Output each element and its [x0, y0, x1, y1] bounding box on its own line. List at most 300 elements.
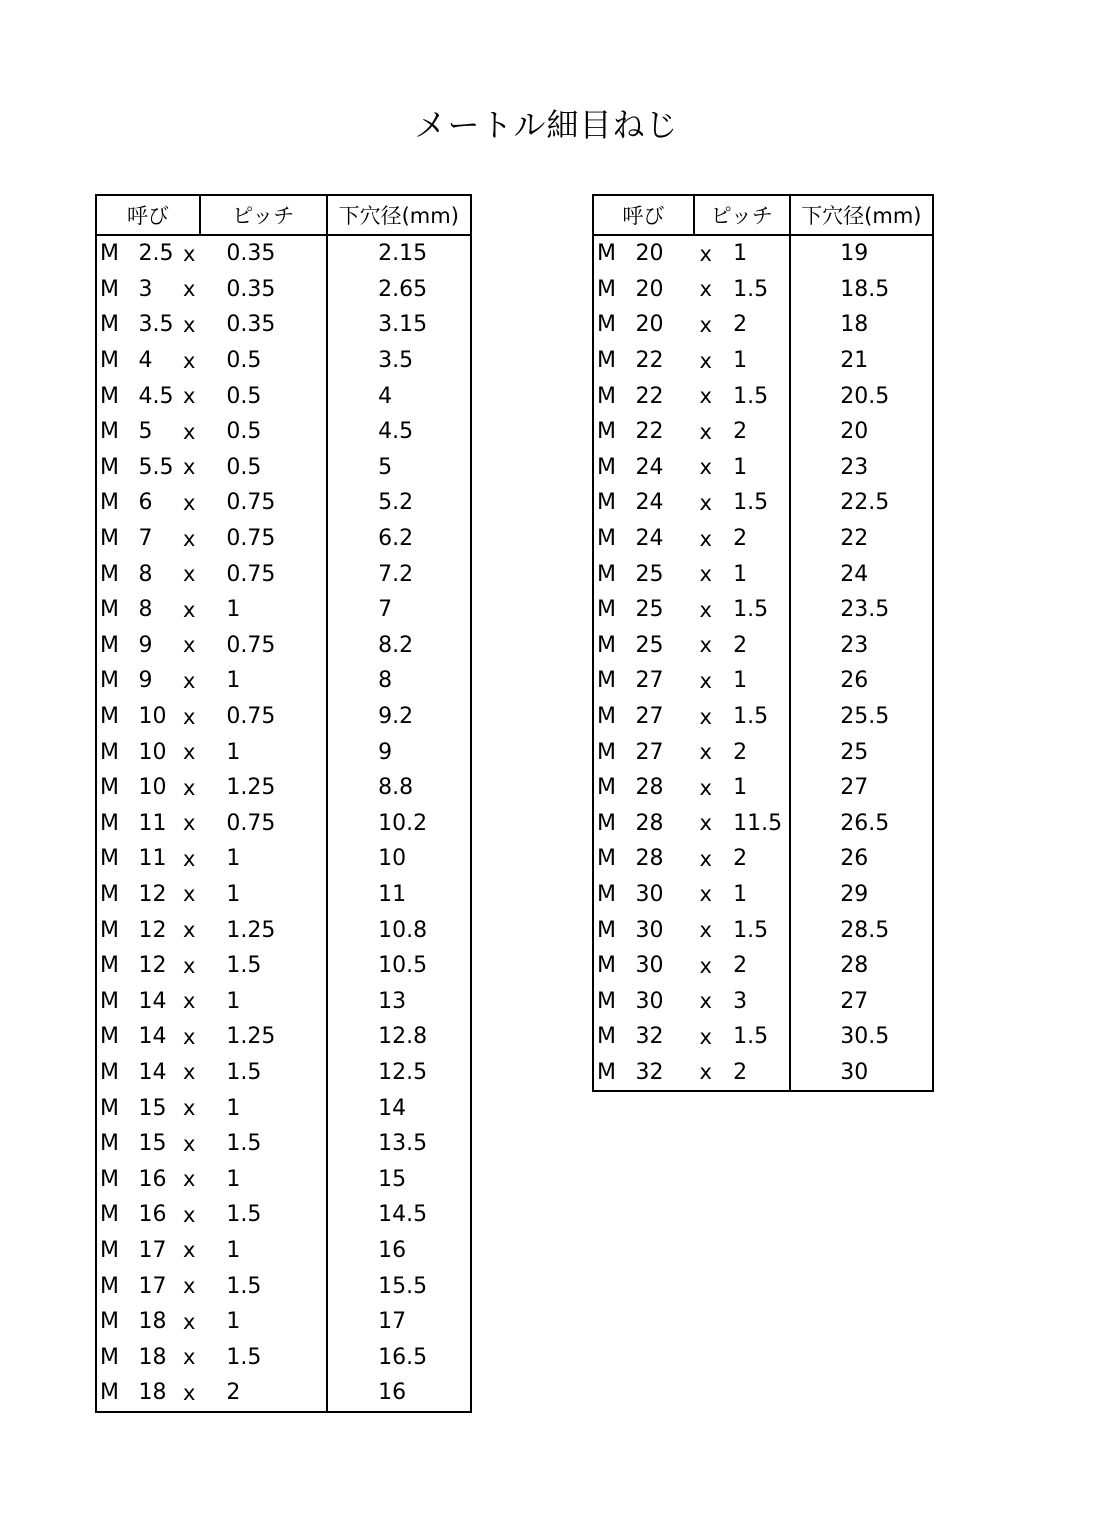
metric-prefix: M	[597, 241, 616, 267]
pitch-value: 1	[226, 739, 241, 765]
metric-prefix: M	[100, 810, 119, 836]
times-sign: x	[699, 419, 712, 444]
hole-diameter: 4.5	[378, 419, 414, 445]
pitch-value: 1.5	[733, 704, 769, 730]
pitch-value: 1	[226, 846, 241, 872]
times-sign: x	[182, 704, 196, 729]
times-sign: x	[182, 419, 196, 444]
metric-prefix: M	[597, 597, 616, 623]
pitch-value: 1.5	[733, 597, 769, 623]
hole-diameter: 30.5	[840, 1024, 890, 1050]
times-sign: x	[182, 775, 196, 800]
header-pitch: ピッチ	[693, 196, 789, 234]
nominal-size: 30	[635, 881, 664, 907]
page-title: メートル細目ねじ	[414, 106, 679, 144]
times-sign: x	[182, 882, 196, 907]
hole-diameter: 20.5	[840, 383, 890, 409]
hole-diameter: 2.65	[378, 276, 428, 302]
times-sign: x	[699, 740, 712, 765]
table-row	[594, 628, 932, 664]
table-row	[594, 983, 932, 1019]
times-sign: x	[182, 1380, 196, 1405]
pitch-value: 1	[226, 1095, 241, 1121]
nominal-size: 20	[635, 276, 664, 302]
table-row	[97, 1233, 470, 1269]
pitch-value: 1	[733, 561, 748, 587]
hole-diameter: 16	[378, 1380, 407, 1406]
table-row	[594, 806, 932, 842]
times-sign: x	[699, 490, 712, 515]
column-divider	[789, 236, 791, 1090]
pitch-value: 1.25	[226, 917, 276, 943]
metric-prefix: M	[100, 561, 119, 587]
metric-prefix: M	[100, 1095, 119, 1121]
nominal-size: 20	[635, 312, 664, 338]
nominal-size: 15	[138, 1095, 167, 1121]
times-sign: x	[182, 918, 196, 943]
metric-prefix: M	[597, 810, 616, 836]
metric-prefix: M	[100, 1202, 119, 1228]
nominal-size: 8	[138, 561, 153, 587]
metric-prefix: M	[597, 917, 616, 943]
times-sign: x	[699, 918, 712, 943]
metric-prefix: M	[100, 704, 119, 730]
thread-table-left	[95, 194, 472, 1413]
nominal-size: 16	[138, 1202, 167, 1228]
nominal-size: 22	[635, 383, 664, 409]
hole-diameter: 18	[840, 312, 869, 338]
nominal-size: 4.5	[138, 383, 174, 409]
hole-diameter: 3.5	[378, 348, 414, 374]
metric-prefix: M	[100, 917, 119, 943]
table-row	[594, 521, 932, 557]
pitch-value: 1	[226, 1166, 241, 1192]
hole-diameter: 5.2	[378, 490, 414, 516]
hole-diameter: 26	[840, 846, 869, 872]
table-header	[97, 196, 470, 236]
hole-diameter: 11	[378, 881, 407, 907]
nominal-size: 14	[138, 1024, 167, 1050]
times-sign: x	[182, 846, 196, 871]
times-sign: x	[699, 633, 712, 658]
table-row	[97, 414, 470, 450]
times-sign: x	[699, 1024, 712, 1049]
times-sign: x	[699, 348, 712, 373]
hole-diameter: 23	[840, 454, 869, 480]
hole-diameter: 7.2	[378, 561, 414, 587]
nominal-size: 27	[635, 704, 664, 730]
table-row	[97, 912, 470, 948]
table-row	[97, 948, 470, 984]
nominal-size: 3.5	[138, 312, 174, 338]
times-sign: x	[182, 1202, 196, 1227]
table-row	[97, 841, 470, 877]
pitch-value: 1.5	[733, 383, 769, 409]
table-row	[97, 343, 470, 379]
pitch-value: 2	[733, 953, 748, 979]
metric-prefix: M	[100, 881, 119, 907]
table-row	[97, 1339, 470, 1375]
hole-diameter: 21	[840, 348, 869, 374]
table-row	[594, 877, 932, 913]
pitch-value: 1	[733, 881, 748, 907]
nominal-size: 18	[138, 1309, 167, 1335]
times-sign: x	[182, 1096, 196, 1121]
nominal-size: 27	[635, 668, 664, 694]
metric-prefix: M	[100, 454, 119, 480]
metric-prefix: M	[100, 988, 119, 1014]
pitch-value: 1	[226, 1237, 241, 1263]
times-sign: x	[182, 312, 196, 337]
table-row	[97, 450, 470, 486]
table-row	[594, 236, 932, 272]
hole-diameter: 26	[840, 668, 869, 694]
table-row	[97, 806, 470, 842]
times-sign: x	[699, 704, 712, 729]
hole-diameter: 15.5	[378, 1273, 428, 1299]
times-sign: x	[699, 775, 712, 800]
thread-table-right	[592, 194, 934, 1092]
nominal-size: 9	[138, 668, 153, 694]
pitch-value: 0.75	[226, 561, 276, 587]
times-sign: x	[182, 1345, 196, 1370]
table-row	[97, 877, 470, 913]
table-row	[97, 770, 470, 806]
nominal-size: 2.5	[138, 241, 174, 267]
nominal-size: 18	[138, 1380, 167, 1406]
nominal-size: 10	[138, 775, 167, 801]
hole-diameter: 10	[378, 846, 407, 872]
hole-diameter: 8.8	[378, 775, 414, 801]
times-sign: x	[699, 597, 712, 622]
table-row	[97, 699, 470, 735]
pitch-value: 1.5	[226, 953, 262, 979]
pitch-value: 1	[733, 775, 748, 801]
times-sign: x	[182, 1274, 196, 1299]
metric-prefix: M	[100, 383, 119, 409]
pitch-value: 2	[733, 526, 748, 552]
hole-diameter: 30	[840, 1059, 869, 1085]
nominal-size: 12	[138, 881, 167, 907]
table-body	[97, 236, 470, 1411]
table-row	[594, 948, 932, 984]
nominal-size: 32	[635, 1024, 664, 1050]
hole-diameter: 23	[840, 632, 869, 658]
metric-prefix: M	[100, 1344, 119, 1370]
hole-diameter: 28.5	[840, 917, 890, 943]
table-row	[97, 1375, 470, 1411]
pitch-value: 1.5	[226, 1059, 262, 1085]
times-sign: x	[699, 562, 712, 587]
table-row	[97, 1090, 470, 1126]
metric-prefix: M	[100, 597, 119, 623]
pitch-value: 2	[226, 1380, 241, 1406]
metric-prefix: M	[100, 1380, 119, 1406]
nominal-size: 25	[635, 561, 664, 587]
nominal-size: 18	[138, 1344, 167, 1370]
pitch-value: 1.5	[226, 1131, 262, 1157]
table-row	[594, 699, 932, 735]
nominal-size: 30	[635, 953, 664, 979]
nominal-size: 17	[138, 1273, 167, 1299]
metric-prefix: M	[597, 526, 616, 552]
nominal-size: 28	[635, 846, 664, 872]
nominal-size: 27	[635, 739, 664, 765]
table-row	[97, 1126, 470, 1162]
pitch-value: 1	[226, 1309, 241, 1335]
pitch-value: 1	[226, 668, 241, 694]
metric-prefix: M	[100, 241, 119, 267]
nominal-size: 28	[635, 775, 664, 801]
metric-prefix: M	[597, 276, 616, 302]
header-nominal: 呼び	[126, 204, 169, 228]
pitch-value: 3	[733, 988, 748, 1014]
hole-diameter: 8	[378, 668, 393, 694]
hole-diameter: 22.5	[840, 490, 890, 516]
nominal-size: 15	[138, 1131, 167, 1157]
hole-diameter: 17	[378, 1309, 407, 1335]
table-row	[97, 1304, 470, 1340]
pitch-value: 1.5	[733, 1024, 769, 1050]
table-row	[97, 1197, 470, 1233]
pitch-value: 1.5	[226, 1202, 262, 1228]
metric-prefix: M	[597, 775, 616, 801]
table-row	[97, 983, 470, 1019]
table-row	[594, 770, 932, 806]
metric-prefix: M	[100, 1024, 119, 1050]
metric-prefix: M	[597, 988, 616, 1014]
nominal-size: 24	[635, 490, 664, 516]
times-sign: x	[182, 384, 196, 409]
table-row	[594, 592, 932, 628]
hole-diameter: 29	[840, 881, 869, 907]
hole-diameter: 13	[378, 988, 407, 1014]
hole-diameter: 15	[378, 1166, 407, 1192]
hole-diameter: 24	[840, 561, 869, 587]
pitch-value: 0.75	[226, 810, 276, 836]
metric-prefix: M	[100, 419, 119, 445]
times-sign: x	[699, 277, 712, 302]
hole-diameter: 9.2	[378, 704, 414, 730]
header-hole-diameter: 下穴径(mm)	[326, 196, 470, 234]
hole-diameter: 7	[378, 597, 393, 623]
metric-prefix: M	[597, 668, 616, 694]
metric-prefix: M	[597, 739, 616, 765]
times-sign: x	[182, 1238, 196, 1263]
metric-prefix: M	[597, 312, 616, 338]
nominal-size: 8	[138, 597, 153, 623]
times-sign: x	[699, 1060, 712, 1085]
times-sign: x	[699, 312, 712, 337]
metric-prefix: M	[100, 526, 119, 552]
nominal-size: 22	[635, 419, 664, 445]
hole-diameter: 22	[840, 526, 869, 552]
pitch-value: 1	[226, 597, 241, 623]
nominal-size: 9	[138, 632, 153, 658]
hole-diameter: 12.8	[378, 1024, 428, 1050]
metric-prefix: M	[100, 1166, 119, 1192]
pitch-value: 2	[733, 739, 748, 765]
hole-diameter: 27	[840, 988, 869, 1014]
table-row	[594, 734, 932, 770]
pitch-value: 1.5	[226, 1344, 262, 1370]
pitch-value: 2	[733, 312, 748, 338]
hole-diameter: 23.5	[840, 597, 890, 623]
metric-prefix: M	[100, 312, 119, 338]
pitch-value: 2	[733, 1059, 748, 1085]
times-sign: x	[182, 953, 196, 978]
pitch-value: 1.5	[733, 276, 769, 302]
nominal-size: 3	[138, 276, 153, 302]
table-row	[97, 628, 470, 664]
header-nominal: 呼び	[622, 204, 665, 228]
metric-prefix: M	[597, 561, 616, 587]
times-sign: x	[182, 562, 196, 587]
times-sign: x	[699, 668, 712, 693]
nominal-size: 24	[635, 526, 664, 552]
nominal-size: 11	[138, 846, 167, 872]
table-header	[594, 196, 932, 236]
hole-diameter: 16	[378, 1237, 407, 1263]
pitch-value: 1.5	[733, 490, 769, 516]
column-divider	[326, 236, 328, 1411]
times-sign: x	[699, 384, 712, 409]
table-row	[594, 485, 932, 521]
pitch-value: 11.5	[733, 810, 783, 836]
table-row	[594, 912, 932, 948]
metric-prefix: M	[597, 953, 616, 979]
hole-diameter: 9	[378, 739, 393, 765]
table-row	[97, 592, 470, 628]
metric-prefix: M	[100, 846, 119, 872]
hole-diameter: 27	[840, 775, 869, 801]
times-sign: x	[699, 846, 712, 871]
pitch-value: 0.75	[226, 632, 276, 658]
metric-prefix: M	[100, 739, 119, 765]
times-sign: x	[182, 1024, 196, 1049]
table-row	[97, 1161, 470, 1197]
table-row	[97, 485, 470, 521]
metric-prefix: M	[100, 276, 119, 302]
hole-diameter: 26.5	[840, 810, 890, 836]
metric-prefix: M	[597, 1024, 616, 1050]
metric-prefix: M	[100, 953, 119, 979]
table-row	[97, 556, 470, 592]
metric-prefix: M	[597, 419, 616, 445]
pitch-value: 0.75	[226, 490, 276, 516]
hole-diameter: 18.5	[840, 276, 890, 302]
nominal-size: 24	[635, 454, 664, 480]
pitch-value: 1	[226, 881, 241, 907]
metric-prefix: M	[100, 348, 119, 374]
hole-diameter: 13.5	[378, 1131, 428, 1157]
nominal-size: 32	[635, 1059, 664, 1085]
hole-diameter: 25.5	[840, 704, 890, 730]
table-row	[594, 556, 932, 592]
pitch-value: 1	[733, 348, 748, 374]
times-sign: x	[182, 668, 196, 693]
times-sign: x	[182, 989, 196, 1014]
hole-diameter: 19	[840, 241, 869, 267]
times-sign: x	[182, 1131, 196, 1156]
nominal-size: 12	[138, 917, 167, 943]
pitch-value: 1.25	[226, 775, 276, 801]
metric-prefix: M	[597, 846, 616, 872]
nominal-size: 10	[138, 739, 167, 765]
pitch-value: 0.75	[226, 704, 276, 730]
nominal-size: 20	[635, 241, 664, 267]
nominal-size: 22	[635, 348, 664, 374]
hole-diameter: 10.5	[378, 953, 428, 979]
nominal-size: 12	[138, 953, 167, 979]
times-sign: x	[699, 882, 712, 907]
hole-diameter: 5	[378, 454, 393, 480]
hole-diameter: 16.5	[378, 1344, 428, 1370]
table-row	[594, 450, 932, 486]
table-row	[97, 236, 470, 272]
pitch-value: 1	[733, 241, 748, 267]
metric-prefix: M	[597, 454, 616, 480]
nominal-size: 11	[138, 810, 167, 836]
header-pitch: ピッチ	[199, 196, 326, 234]
pitch-value: 1.5	[733, 917, 769, 943]
table-row	[97, 272, 470, 308]
times-sign: x	[699, 455, 712, 480]
table-row	[97, 307, 470, 343]
table-row	[97, 378, 470, 414]
pitch-value: 1	[226, 988, 241, 1014]
pitch-value: 0.5	[226, 383, 262, 409]
nominal-size: 10	[138, 704, 167, 730]
metric-prefix: M	[100, 1309, 119, 1335]
hole-diameter: 8.2	[378, 632, 414, 658]
hole-diameter: 14.5	[378, 1202, 428, 1228]
times-sign: x	[182, 597, 196, 622]
hole-diameter: 6.2	[378, 526, 414, 552]
times-sign: x	[182, 740, 196, 765]
times-sign: x	[182, 526, 196, 551]
times-sign: x	[182, 811, 196, 836]
table-row	[97, 734, 470, 770]
nominal-size: 16	[138, 1166, 167, 1192]
pitch-value: 1	[733, 668, 748, 694]
table-row	[594, 343, 932, 379]
pitch-value: 0.35	[226, 312, 276, 338]
pitch-value: 2	[733, 632, 748, 658]
table-row	[594, 414, 932, 450]
times-sign: x	[182, 1309, 196, 1334]
times-sign: x	[182, 455, 196, 480]
nominal-size: 14	[138, 1059, 167, 1085]
pitch-value: 2	[733, 846, 748, 872]
nominal-size: 30	[635, 988, 664, 1014]
pitch-value: 0.5	[226, 348, 262, 374]
nominal-size: 14	[138, 988, 167, 1014]
pitch-value: 0.5	[226, 454, 262, 480]
hole-diameter: 14	[378, 1095, 407, 1121]
pitch-value: 1	[733, 454, 748, 480]
hole-diameter: 10.8	[378, 917, 428, 943]
nominal-size: 5	[138, 419, 153, 445]
times-sign: x	[699, 953, 712, 978]
hole-diameter: 3.15	[378, 312, 428, 338]
times-sign: x	[182, 633, 196, 658]
times-sign: x	[182, 277, 196, 302]
hole-diameter: 28	[840, 953, 869, 979]
nominal-size: 17	[138, 1237, 167, 1263]
nominal-size: 25	[635, 632, 664, 658]
table-row	[594, 378, 932, 414]
